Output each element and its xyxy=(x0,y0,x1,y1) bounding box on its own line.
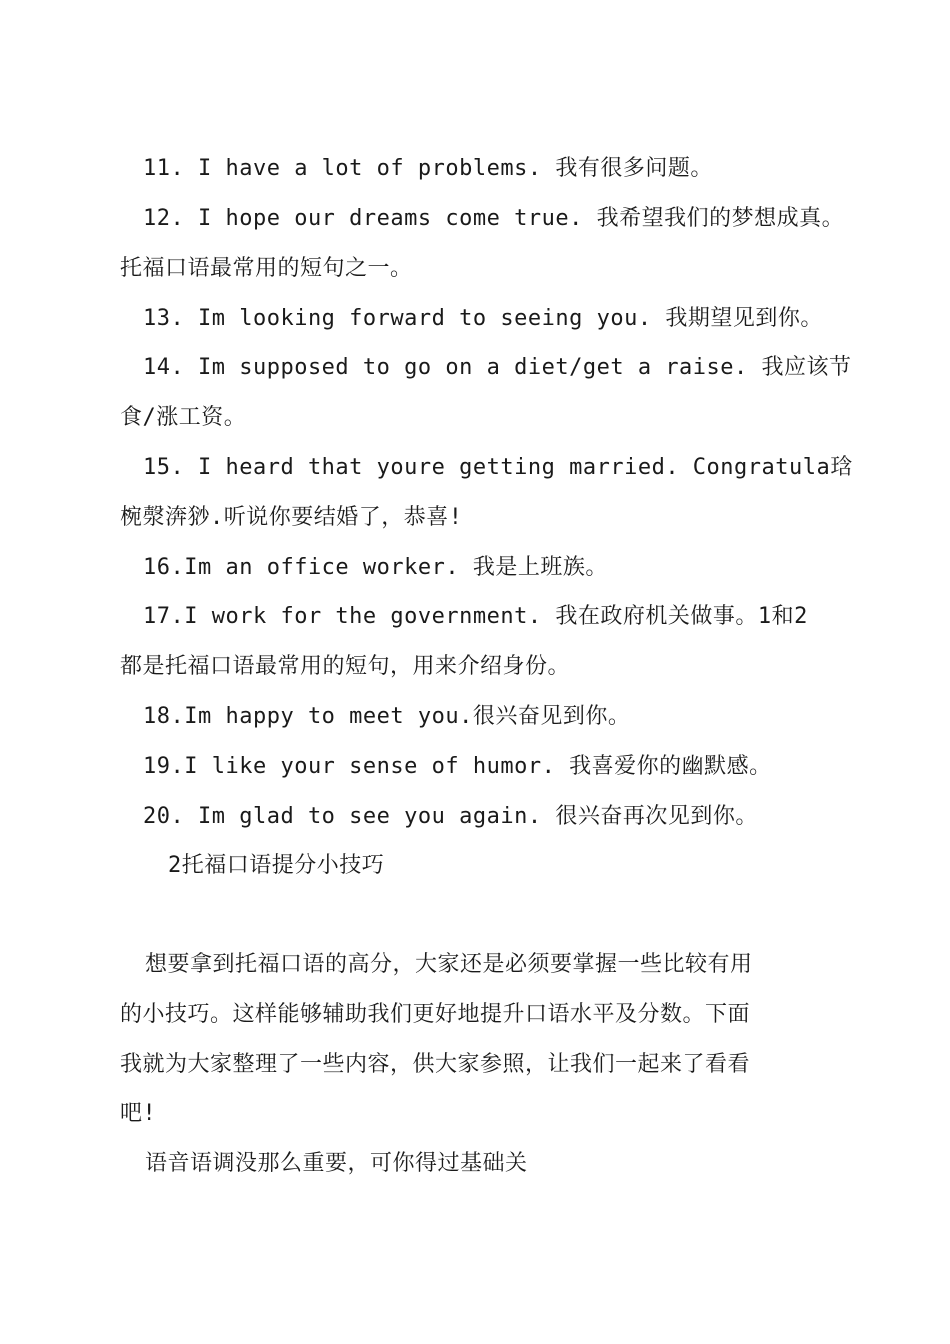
sentence-12: 12. I hope our dreams come true. 我希望我们的梦想成真。 xyxy=(143,206,845,231)
sentence-19: 19.I like your sense of humor. 我喜爱你的幽默感。 xyxy=(143,754,772,779)
sentence-16: 16.Im an office worker. 我是上班族。 xyxy=(143,555,608,580)
subheading-pronunciation: 语音语调没那么重要，可你得过基础关 xyxy=(145,1151,528,1176)
paragraph-line-2: 的小技巧。这样能够辅助我们更好地提升口语水平及分数。下面 xyxy=(120,1002,751,1027)
sentence-11: 11. I have a lot of problems. 我有很多问题。 xyxy=(143,156,713,181)
sentence-14: 14. Im supposed to go on a diet/get a raise. 我应该节 xyxy=(143,355,852,380)
sentence-12-continued: 托福口语最常用的短句之一。 xyxy=(120,256,413,281)
sentence-18: 18.Im happy to meet you.很兴奋见到你。 xyxy=(143,704,631,729)
sentence-14-continued: 食/涨工资。 xyxy=(120,405,247,430)
sentence-17: 17.I work for the government. 我在政府机关做事。1和2 xyxy=(143,604,808,629)
sentence-20: 20. Im glad to see you again. 很兴奋再次见到你。 xyxy=(143,804,758,829)
paragraph-line-3: 我就为大家整理了一些内容，供大家参照，让我们一起来了看看 xyxy=(120,1052,751,1077)
sentence-17-continued: 都是托福口语最常用的短句，用来介绍身份。 xyxy=(120,654,571,679)
sentence-13: 13. Im looking forward to seeing you. 我期望见到你。 xyxy=(143,306,823,331)
sentence-15-continued: 椀漀渀猀.听说你要结婚了，恭喜! xyxy=(120,505,463,530)
paragraph-line-4: 吧! xyxy=(120,1101,157,1126)
paragraph-line-1: 想要拿到托福口语的高分，大家还是必须要掌握一些比较有用 xyxy=(145,952,753,977)
section-heading: 2托福口语提分小技巧 xyxy=(168,853,385,878)
sentence-15: 15. I heard that youre getting married. Congratula琀 xyxy=(143,455,853,480)
